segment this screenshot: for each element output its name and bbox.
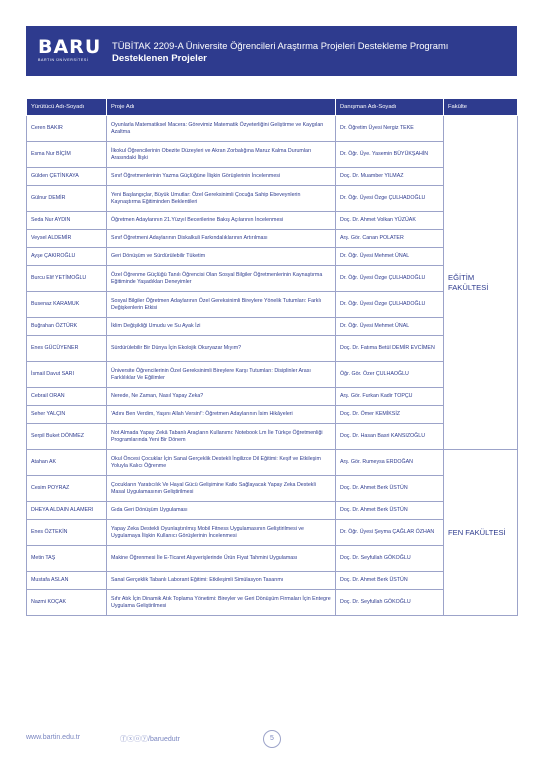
researcher-name-cell: Cesim POYRAZ	[27, 476, 107, 502]
column-header-researcher: Yürütücü Adı-Soyadı	[27, 99, 107, 116]
advisor-name-cell: Arş. Gör. Furkan Kadir TOPÇU	[336, 388, 444, 406]
researcher-name-cell: Ceren BAKIR	[27, 116, 107, 142]
researcher-name-cell: Enes ÖZTEKİN	[27, 520, 107, 546]
project-title-cell: Öğretmen Adaylarının 21.Yüzyıl Becerilerine Bakış Açılarının İncelenmesi	[107, 212, 336, 230]
researcher-name-cell: Seher YALÇIN	[27, 406, 107, 424]
advisor-name-cell: Dr. Öğr. Üyesi Özge ÇULHADOĞLU	[336, 266, 444, 292]
researcher-name-cell: İsmail Davut SARI	[27, 362, 107, 388]
page-number: 5	[263, 730, 281, 748]
project-title-cell: Yapay Zeka Destekli Oyunlaştırılmış Mobil Fitness Uygulamasının Geliştirilmesi ve Uygulamaya İlişkin Kullanıcı Görüşlerinin İncelenmesi	[107, 520, 336, 546]
advisor-name-cell: Doç. Dr. Ömer KEMİKSİZ	[336, 406, 444, 424]
advisor-name-cell: Arş. Gör. Canan POLATER	[336, 230, 444, 248]
project-title-cell: Okul Öncesi Çocuklar İçin Sanal Gerçeklik Destekli İngilizce Dil Eğitimi: Keşif ve Etkileşim Yoluyla Kalıcı Öğrenme	[107, 450, 336, 476]
researcher-name-cell: Burcu Elif YETİMOĞLU	[27, 266, 107, 292]
advisor-name-cell: Doç. Dr. Ahmet Volkan YÜZÜAK	[336, 212, 444, 230]
faculty-cell	[444, 116, 518, 450]
faculty-cell	[444, 450, 518, 616]
column-header-project: Proje Adı	[107, 99, 336, 116]
project-title-cell: Sanal Gerçeklik Tabanlı Laborant Eğitimi: Etkileşimli Simülasyon Tasarımı	[107, 572, 336, 590]
advisor-name-cell: Doç. Dr. Muamber YILMAZ	[336, 168, 444, 186]
project-title-cell: Gıda Geri Dönüşüm Uygulaması	[107, 502, 336, 520]
project-title-cell: Sosyal Bilgiler Öğretmen Adaylarının Özel Gereksinimli Bireylere Yönelik Tutumları: Farklı Değişkenlerin Etkisi	[107, 292, 336, 318]
advisor-name-cell: Doç. Dr. Seyfullah GÖKOĞLU	[336, 590, 444, 616]
column-header-advisor: Danışman Adı-Soyadı	[336, 99, 444, 116]
project-title-cell: Sürdürülebilir Bir Dünya İçin Ekolojik Okuryazar Mıyım?	[107, 336, 336, 362]
advisor-name-cell: Dr. Öğr. Üyesi Mehmet ÜNAL	[336, 318, 444, 336]
advisor-name-cell: Dr. Öğr. Üye. Yasemin BÜYÜKŞAHİN	[336, 142, 444, 168]
project-title-cell: Sıfır Atık İçin Dinamik Atık Toplama Yönetimi: Bireyler ve Geri Dönüşüm Firmaları İçin Entegre Uygulama Geliştirilmesi	[107, 590, 336, 616]
project-title-cell: 'Adını Ben Verdim, Yaşını Allah Versin!': Öğretmen Adaylarının İsim Hikâyeleri	[107, 406, 336, 424]
advisor-name-cell: Doç. Dr. Ahmet Berk ÜSTÜN	[336, 572, 444, 590]
advisor-name-cell: Doç. Dr. Ahmet Berk ÜSTÜN	[336, 476, 444, 502]
researcher-name-cell: DHEYA ALDAIN ALAMERI	[27, 502, 107, 520]
university-logo	[36, 36, 124, 68]
researcher-name-cell: Buğrahan ÖZTÜRK	[27, 318, 107, 336]
researcher-name-cell: Ayşe ÇAKIROĞLU	[27, 248, 107, 266]
advisor-name-cell: Doç. Dr. Seyfullah GÖKOĞLU	[336, 546, 444, 572]
page-title: TÜBİTAK 2209-A Üniversite Öğrencileri Araştırma Projeleri Destekleme Programı	[112, 40, 449, 51]
page-header	[26, 26, 517, 76]
project-title-cell: Oyunlarla Matematiksel Macera: Görevimiz Matematik Özyeterliğini Geliştirme ve Kaygıları Azaltma	[107, 116, 336, 142]
table-body	[27, 116, 518, 616]
table-row	[27, 116, 518, 142]
advisor-name-cell: Doç. Dr. Fatıma Betül DEMİR EVCİMEN	[336, 336, 444, 362]
researcher-name-cell: Esma Nur BİÇİM	[27, 142, 107, 168]
researcher-name-cell: Enes GÜCÜYENER	[27, 336, 107, 362]
advisor-name-cell: Öğr. Gör. Özer ÇULHAOĞLU	[336, 362, 444, 388]
projects-table	[26, 98, 518, 616]
researcher-name-cell: Busenaz KARAMUK	[27, 292, 107, 318]
advisor-name-cell: Doç. Dr. Hasan Basri KANSIZOĞLU	[336, 424, 444, 450]
table-row	[27, 450, 518, 476]
advisor-name-cell: Dr. Öğr. Üyesi Şeyma ÇAĞLAR ÖZHAN	[336, 520, 444, 546]
project-title-cell: Sınıf Öğretmeni Adaylarının Diskalkuli Farkındalıklarının Artırılması	[107, 230, 336, 248]
project-title-cell: İlkokul Öğrencilerinin Obezite Düzeyleri ve Akran Zorbalığına Maruz Kalma Durumları Arasındaki İlişki	[107, 142, 336, 168]
project-title-cell: Üniversite Öğrencilerinin Özel Gereksinimli Bireylere Karşı Tutumları: Disiplinler Arası Farklılıklar Ve Eğilimler	[107, 362, 336, 388]
footer-website-link[interactable]: www.bartin.edu.tr	[26, 734, 81, 741]
project-title-cell: İklim Değişikliği Umudu ve Su Ayak İzi	[107, 318, 336, 336]
project-title-cell: Yeni Başlangıçlar, Büyük Umutlar: Özel Gereksinimli Çocuğa Sahip Ebeveynlerin Kaynaştırma Eğitiminden Beklentileri	[107, 186, 336, 212]
project-title-cell: Geri Dönüşüm ve Sürdürülebilir Tüketim	[107, 248, 336, 266]
logo-subtext: BARTIN ÜNİVERSİTESİ	[38, 58, 89, 62]
researcher-name-cell: Veysel ALDEMİR	[27, 230, 107, 248]
researcher-name-cell: Serpil Buket DÖNMEZ	[27, 424, 107, 450]
researcher-name-cell: Atahan AK	[27, 450, 107, 476]
researcher-name-cell: Mustafa ASLAN	[27, 572, 107, 590]
project-title-cell: Çocukların Yaratıcılık Ve Hayal Gücü Gelişimine Katkı Sağlayacak Yapay Zeka Destekli Masal Uygulamasının Geliştirilmesi	[107, 476, 336, 502]
researcher-name-cell: Metin TAŞ	[27, 546, 107, 572]
footer-social-handles[interactable]: ⓕⓧⓞⓨ/baruedutr	[120, 736, 180, 743]
researcher-name-cell: Gülden ÇETİNKAYA	[27, 168, 107, 186]
project-title-cell: Sınıf Öğretmenlerinin Yazma Güçlüğüne İlişkin Görüşlerinin İncelenmesi	[107, 168, 336, 186]
advisor-name-cell: Dr. Öğretim Üyesi Nergiz TEKE	[336, 116, 444, 142]
project-title-cell: Not Almada Yapay Zekâ Tabanlı Araçların Kullanımı: Notebook Lm İle Türkçe Öğretmenliği Programlarında Yeni Bir Dönem	[107, 424, 336, 450]
project-title-cell: Nerede, Ne Zaman, Nasıl Yapay Zeka?	[107, 388, 336, 406]
column-header-faculty: Fakülte	[444, 99, 518, 116]
logo-wordmark: BARU	[38, 36, 102, 58]
advisor-name-cell: Arş. Gör. Rumeysa ERDOĞAN	[336, 450, 444, 476]
faculty-label: EĞİTİM FAKÜLTESİ	[448, 273, 489, 292]
project-title-cell: Özel Öğrenme Güçlüğü Tanılı Öğrencisi Olan Sosyal Bilgiler Öğretmenlerinin Kaynaştırma Eğitiminde Yaşadıkları Deneyimler	[107, 266, 336, 292]
researcher-name-cell: Nazmi KOÇAK	[27, 590, 107, 616]
advisor-name-cell: Dr. Öğr. Üyesi Mehmet ÜNAL	[336, 248, 444, 266]
faculty-label: FEN FAKÜLTESİ	[448, 527, 506, 537]
researcher-name-cell: Cebrail ORAN	[27, 388, 107, 406]
advisor-name-cell: Dr. Öğr. Üyesi Özge ÇULHADOĞLU	[336, 292, 444, 318]
advisor-name-cell: Dr. Öğr. Üyesi Özge ÇULHADOĞLU	[336, 186, 444, 212]
table-header-row	[27, 99, 518, 116]
researcher-name-cell: Gülnur DEMİR	[27, 186, 107, 212]
researcher-name-cell: Seda Nur AYDIN	[27, 212, 107, 230]
page-subtitle: Desteklenen Projeler	[112, 53, 207, 64]
project-title-cell: Makine Öğrenmesi İle E-Ticaret Alışverişlerinde Ürün Fiyat Tahmini Uygulaması	[107, 546, 336, 572]
advisor-name-cell: Doç. Dr. Ahmet Berk ÜSTÜN	[336, 502, 444, 520]
